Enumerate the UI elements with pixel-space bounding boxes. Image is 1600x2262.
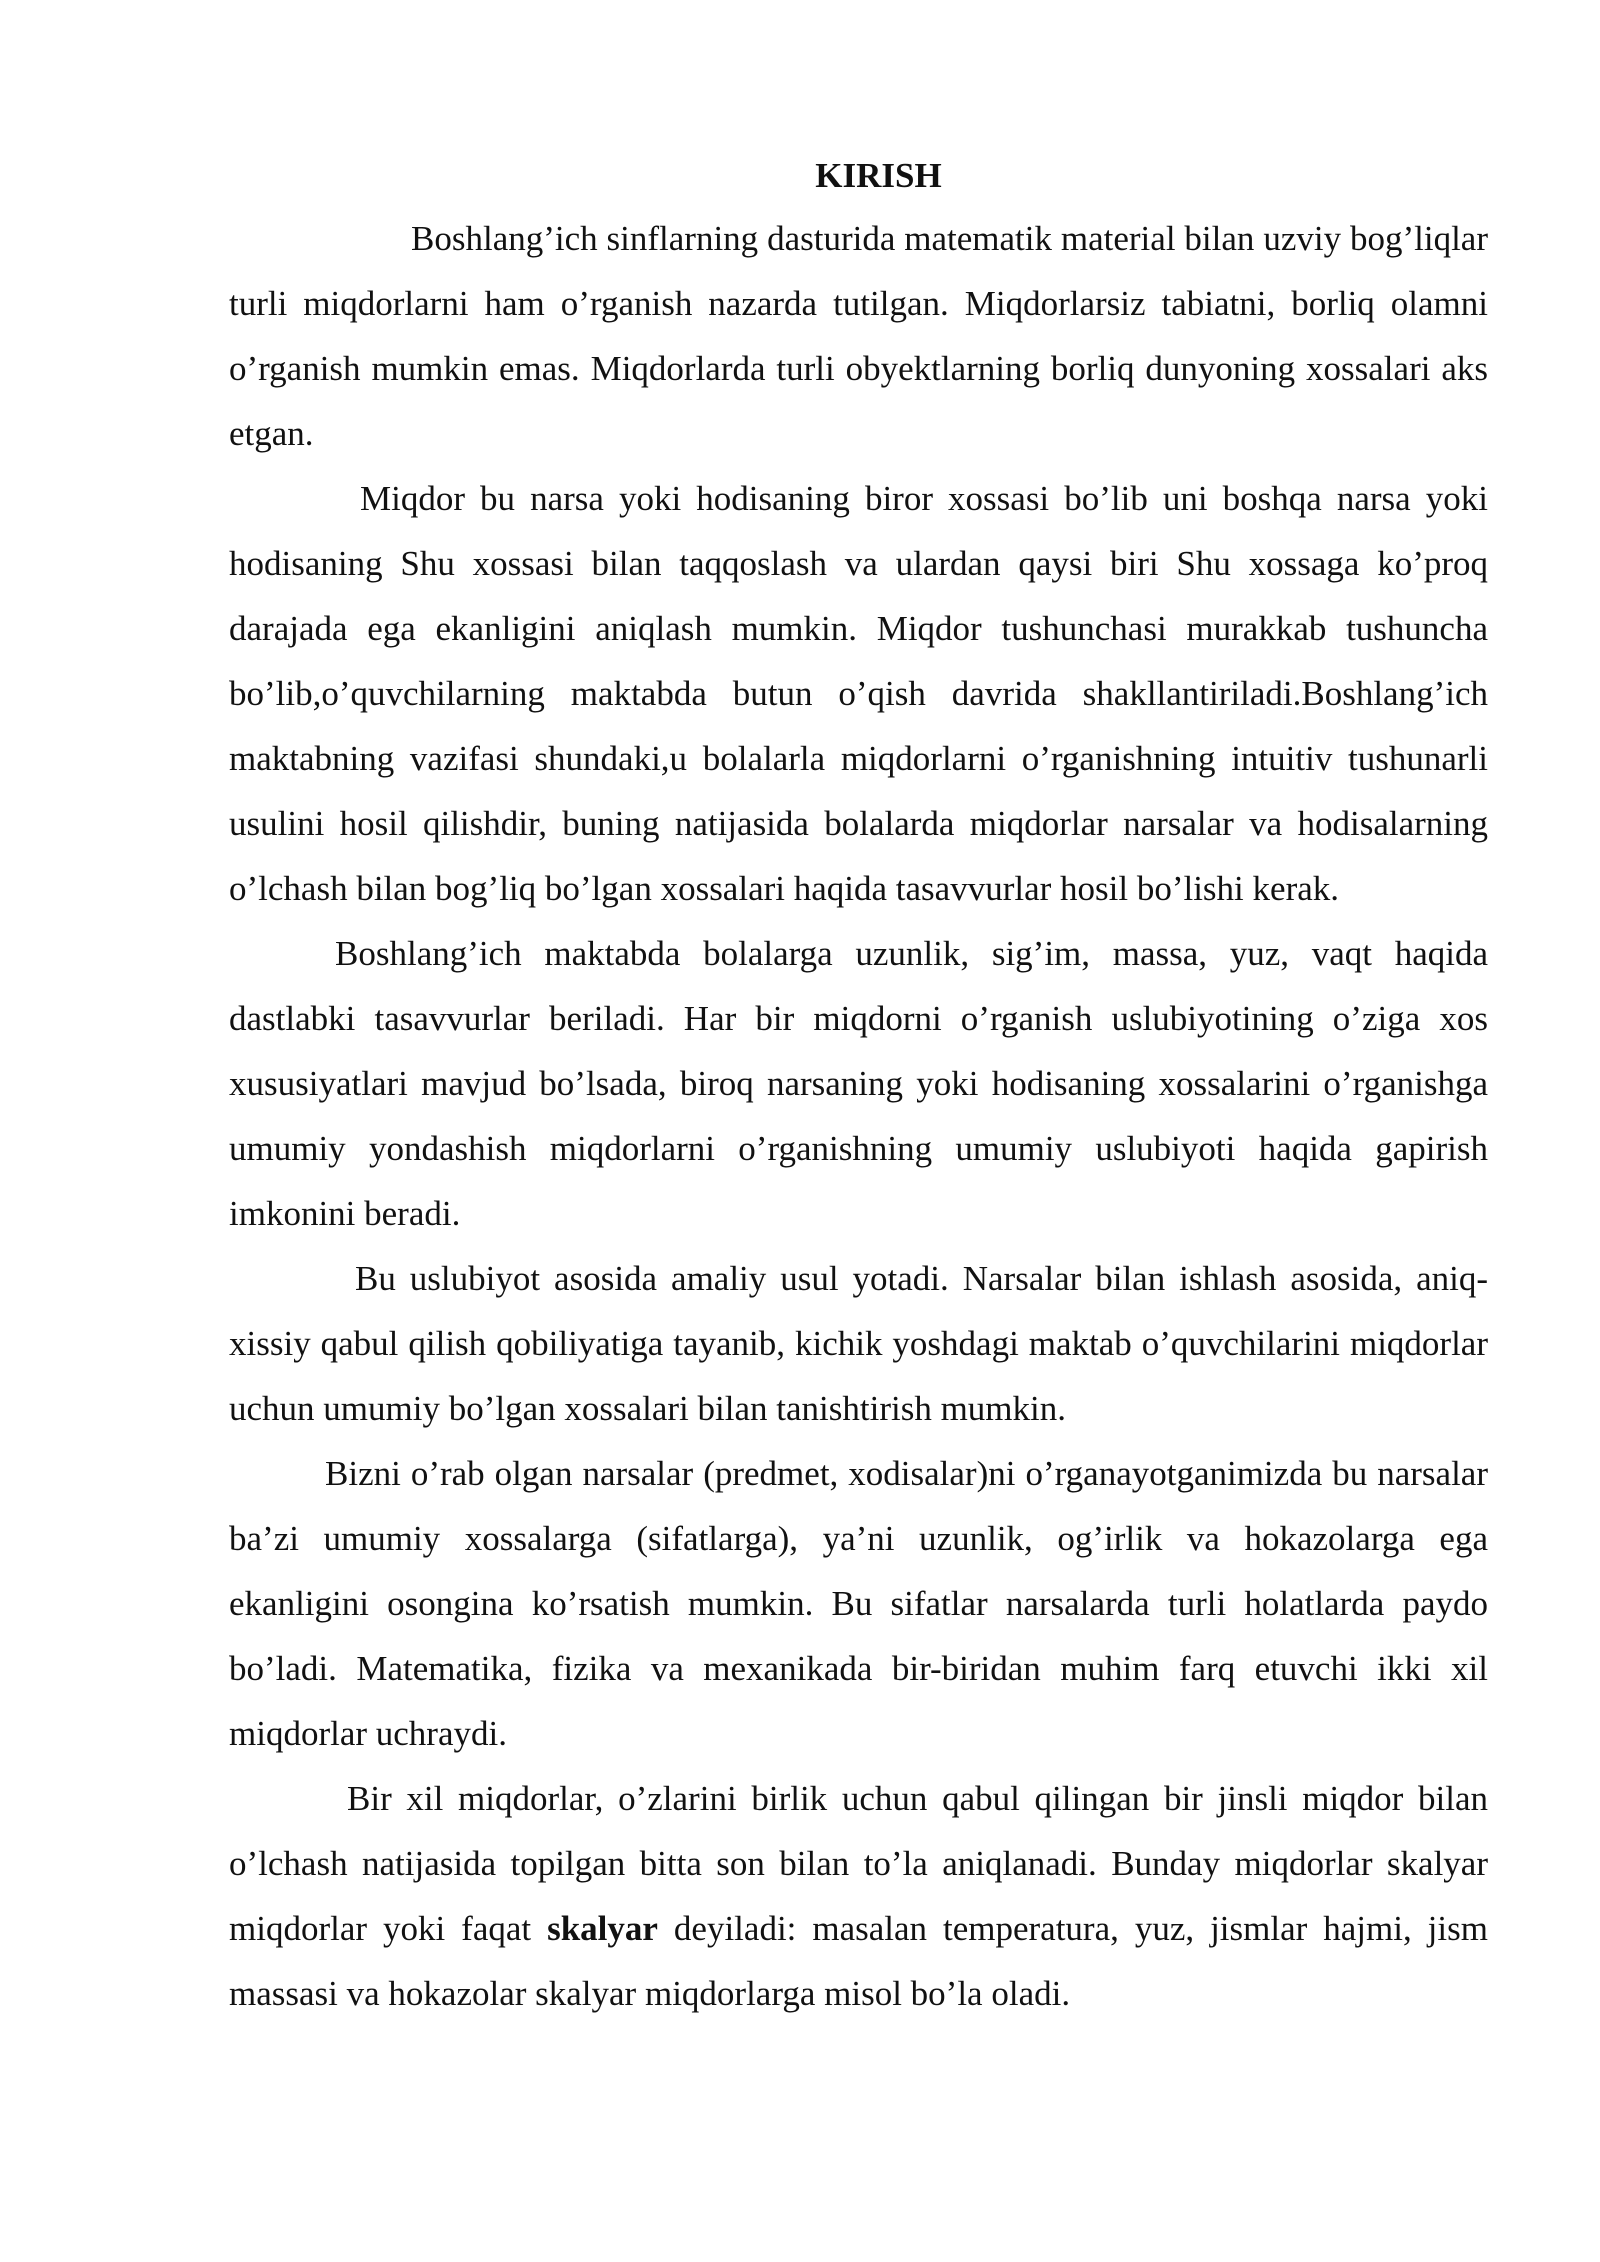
paragraph-6 bbox=[229, 1766, 1488, 2026]
paragraph-1: Boshlang’ich sinflarning dasturida matematik material bilan uzviy bog’liqlar turli miqdorlarni ham o’rganish nazarda tutilgan. Miqdorlarsiz tabiatni, borliq olamni o’rganish mumkin emas. Miqdorlarda turli obyektlarning borliq dunyoning xossalari aks etgan. bbox=[229, 219, 1488, 453]
document-body bbox=[229, 148, 1488, 2026]
paragraph-5: Bizni o’rab olgan narsalar (predmet, xodisalar)ni o’rganayotganimizda bu narsalar ba’zi umumiy xossalarga (sifatlarga), ya’ni uzunlik, og’irlik va hokazolarga ega ekanligini osongina ko’rsatish mumkin. Bu sifatlar narsalarda turli holatlarda paydo bo’ladi. Matematika, fizika va mexanikada bir-biridan muhim farq etuvchi ikki xil miqdorlar uchraydi. bbox=[229, 1454, 1488, 1753]
paragraph-4: Bu uslubiyot asosida amaliy usul yotadi. Narsalar bilan ishlash asosida, aniq-xissiy qabul qilish qobiliyatiga tayanib, kichik yoshdagi maktab o’quvchilarini miqdorlar uchun umumiy bo’lgan xossalari bilan tanishtirish mumkin. bbox=[229, 1259, 1488, 1428]
document-title: KIRISH bbox=[815, 156, 942, 195]
term-skalyar: skalyar bbox=[547, 1909, 658, 1948]
paragraph-6-text-after: deyiladi: masalan temperatura, yuz, jismlar hajmi, jism massasi va hokazolar skalyar miqdorlarga misol bo’la oladi. bbox=[229, 1909, 1488, 2013]
paragraph-6-text-before: Bir xil miqdorlar, o’zlarini birlik uchun qabul qilingan bir jinsli miqdor bilan o’lchash natijasida topilgan bitta son bilan to’la aniqlanadi. Bunday miqdorlar skalyar miqdorlar yoki faqat bbox=[229, 1779, 1488, 1948]
paragraph-3: Boshlang’ich maktabda bolalarga uzunlik, sig’im, massa, yuz, vaqt haqida dastlabki tasavvurlar beriladi. Har bir miqdorni o’rganish uslubiyotining o’ziga xos xususiyatlari mavjud bo’lsada, biroq narsaning yoki hodisaning xossalarini o’rganishga umumiy yondashish miqdorlarni o’rganishning umumiy uslubiyoti haqida gapirish imkonini beradi. bbox=[229, 934, 1488, 1233]
paragraph-2: Miqdor bu narsa yoki hodisaning biror xossasi bo’lib uni boshqa narsa yoki hodisaning Shu xossasi bilan taqqoslash va ulardan qaysi biri Shu xossaga ko’proq darajada ega ekanligini aniqlash mumkin. Miqdor tushunchasi murakkab tushuncha bo’lib,o’quvchilarning maktabda butun o’qish davrida shakllantiriladi.Boshlang’ich maktabning vazifasi shundaki,u bolalarla miqdorlarni o’rganishning intuitiv tushunarli usulini hosil qilishdir, buning natijasida bolalarda miqdorlar narsalar va hodisalarning o’lchash bilan bog’liq bo’lgan xossalari haqida tasavvurlar hosil bo’lishi kerak. bbox=[229, 479, 1488, 908]
